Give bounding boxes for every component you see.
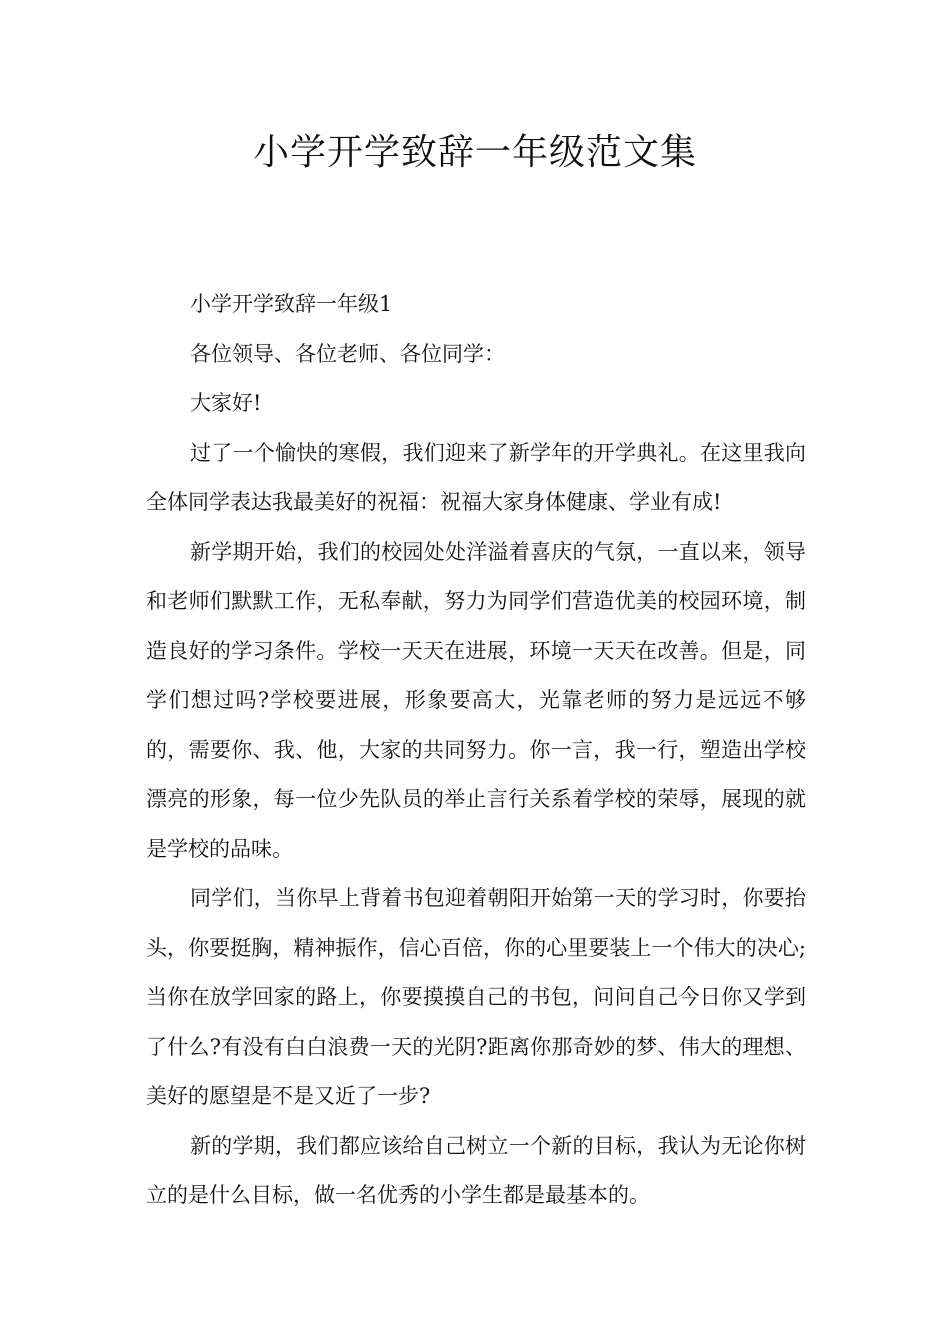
document-title: 小学开学致辞一年级范文集 bbox=[252, 132, 697, 173]
document-body bbox=[146, 280, 806, 1221]
paragraph: 过了一个愉快的寒假，我们迎来了新学年的开学典礼。在这里我向全体同学表达我最美好的祝福：祝福大家身体健康、学业有成! bbox=[146, 440, 806, 514]
paragraph: 同学们，当你早上背着书包迎着朝阳开始第一天的学习时，你要抬头，你要挺胸，精神振作，信心百倍，你的心里要装上一个伟大的决心;当你在放学回家的路上，你要摸摸自己的书包，问问自己今日你又学到了什么?有没有白白浪费一天的光阴?距离你那奇妙的梦、伟大的理想、美好的愿望是不是又近了一步? bbox=[146, 886, 806, 1108]
paragraph-greeting: 大家好! bbox=[190, 391, 262, 415]
paragraph-heading: 小学开学致辞一年级1 bbox=[190, 292, 393, 316]
paragraph-salutation: 各位领导、各位老师、各位同学： bbox=[190, 341, 505, 366]
paragraph: 新的学期，我们都应该给自己树立一个新的目标，我认为无论你树立的是什么目标，做一名优秀的小学生都是最基本的。 bbox=[146, 1133, 806, 1207]
paragraph: 新学期开始，我们的校园处处洋溢着喜庆的气氛，一直以来，领导和老师们默默工作，无私奉献，努力为同学们营造优美的校园环境，制造良好的学习条件。学校一天天在进展，环境一天天在改善。但是，同学们想过吗?学校要进展，形象要高大，光靠老师的努力是远远不够的，需要你、我、他，大家的共同努力。你一言，我一行，塑造出学校漂亮的形象，每一位少先队员的举止言行关系着学校的荣辱，展现的就是学校的品味。 bbox=[146, 539, 806, 861]
